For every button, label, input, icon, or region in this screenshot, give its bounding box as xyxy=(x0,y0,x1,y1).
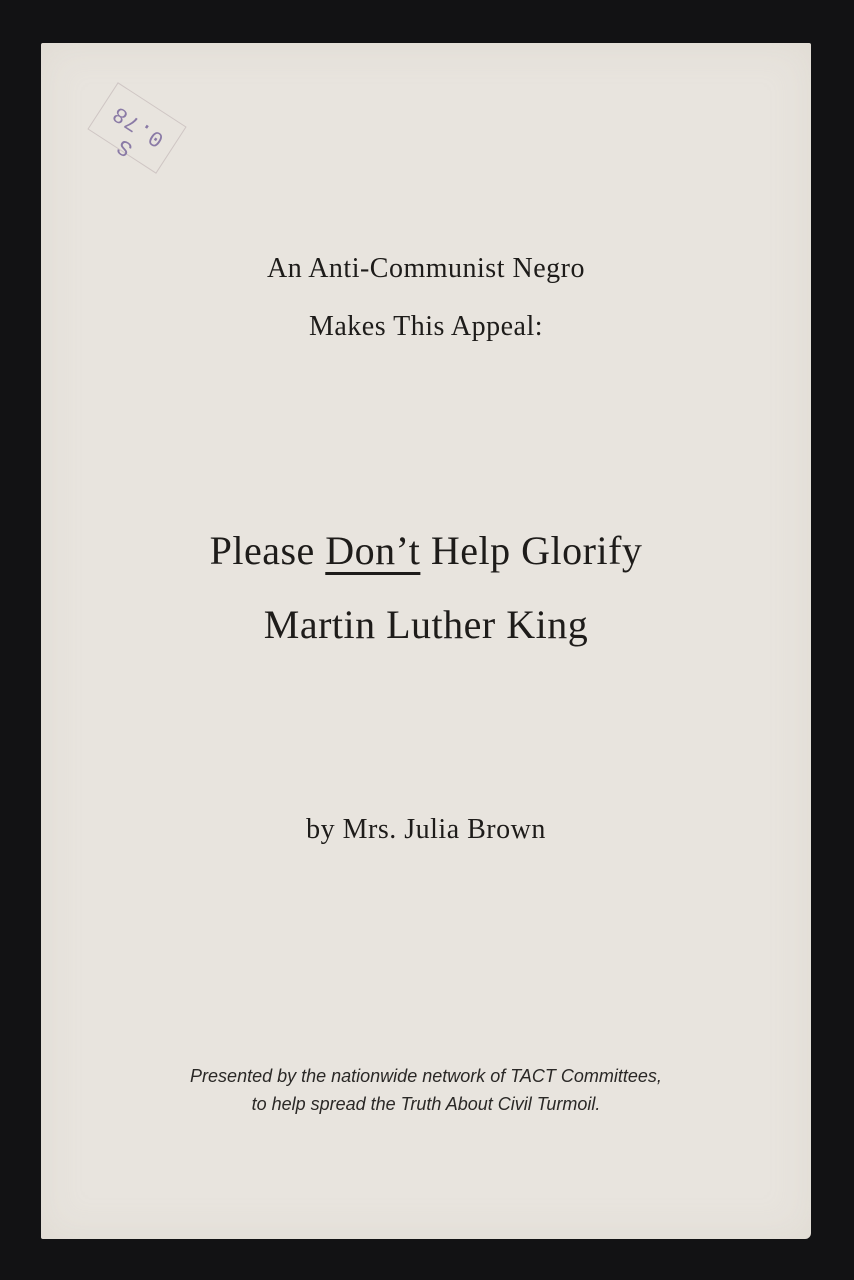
author-byline: by Mrs. Julia Brown xyxy=(306,814,546,845)
title-prefix: Please xyxy=(209,528,326,573)
title-line-1 xyxy=(41,527,811,574)
footer-line-2: to help spread the Truth About Civil Turmoil. xyxy=(251,1094,601,1114)
subtitle-line-1: An Anti-Communist Negro xyxy=(267,253,585,284)
title-suffix: Help Glorify xyxy=(420,528,643,573)
title-line-2: Martin Luther King xyxy=(263,602,589,647)
footer-line-1: Presented by the nationwide network of TACT Committees, xyxy=(190,1066,662,1086)
title-emphasis: Don’t xyxy=(325,528,421,573)
subtitle-line-2: Makes This Appeal: xyxy=(308,311,543,342)
stamp-text: S 0.78 xyxy=(107,99,169,162)
